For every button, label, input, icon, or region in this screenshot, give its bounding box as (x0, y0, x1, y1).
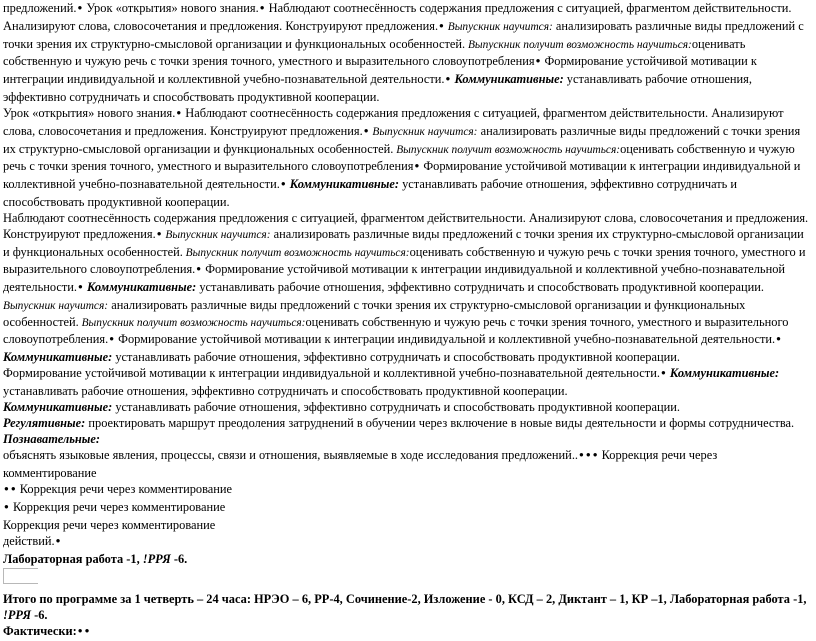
bold-italic-label: !РРЯ (142, 552, 171, 566)
bullet-icon (775, 332, 782, 346)
bullet-icon (77, 624, 84, 638)
fact-summary (3, 623, 812, 641)
italic-label: Выпускник получит возможность научиться: (465, 39, 692, 51)
bold-italic-label: Регулятивные: (3, 416, 86, 430)
bullet-icon (259, 1, 266, 15)
text: Урок «открытия» нового знания. (83, 1, 259, 15)
paragraph-1 (3, 0, 812, 105)
paragraph-12 (3, 517, 812, 533)
italic-label: Выпускник получит возможность научиться: (182, 247, 410, 259)
text: устанавливать рабочие отношения, эффективно сотрудничать и способствовать продуктивной кооперации. (112, 350, 680, 364)
text: Наблюдают соотнесённость содержания предложения с ситуацией, фрагментом действительности. Анализируют слова, словосочетания и предложения. Конструируют предложения. (3, 106, 784, 138)
text: объяснять языковые явления, процессы, связи и отношения, выявляемые в ходе исследования предложений.. (3, 448, 579, 462)
text: предложений. (3, 1, 77, 15)
total-summary (3, 591, 812, 623)
bold-text: Итого по программе за 1 четверть – 24 часа: НРЭО – 6, РР-4, Сочинение-2, Изложение - 0, КСД – 2, Диктант – 1, КР –1, Лабораторная работа -1, (3, 592, 807, 606)
bold-italic-label: Коммуникативные: (666, 366, 780, 380)
paragraph-4 (3, 297, 812, 365)
paragraph-2 (3, 105, 812, 210)
text: оценивать собственную и чужую речь с точки зрения точного, уместного и выразительного словоупотребления. (3, 315, 789, 346)
empty-table-cell (3, 568, 38, 584)
bold-italic-label: Коммуникативные: (3, 350, 113, 364)
bold-text: -6. (31, 608, 48, 622)
bullet-icon (156, 227, 163, 241)
text: оценивать собственную и чужую речь с точки зрения точного, уместного и выразительного словоупотребления. (3, 245, 806, 276)
text: Наблюдают соотнесённость содержания предложения с ситуацией, фрагментом действительности. Анализируют слова, словосочетания и предложения. Конструируют предложения. (3, 1, 792, 33)
bullet-icon (10, 482, 17, 496)
text: устанавливать рабочие отношения, эффективно сотрудничать и способствовать продуктивной кооперации. (3, 384, 568, 398)
bullet-icon (55, 534, 62, 548)
text: устанавливать рабочие отношения, эффективно сотрудничать и способствовать продуктивной кооперации. (112, 400, 680, 414)
bold-italic-label: Познавательные: (3, 432, 101, 446)
text: Урок «открытия» нового знания. (3, 106, 176, 120)
paragraph-6 (3, 399, 812, 415)
bullet-icon (438, 19, 445, 33)
bold-text: Лабораторная работа -1, (3, 552, 143, 566)
paragraph-8 (3, 431, 812, 447)
italic-label: Выпускник научится: (162, 229, 271, 241)
bold-text: -6. (170, 552, 188, 566)
text: Формирование устойчивой мотивации к интеграции индивидуальной и коллективной учебно-познавательной деятельности. (115, 332, 776, 346)
paragraph-11 (3, 499, 812, 517)
italic-label: Выпускник научится: (444, 21, 553, 33)
bold-text: Фактически: (3, 624, 77, 638)
paragraph-9 (3, 447, 812, 481)
paragraph-10 (3, 481, 812, 499)
empty-table-cell-row (3, 567, 812, 583)
text: Формирование устойчивой мотивации к интеграции индивидуальной и коллективной учебно-познавательной деятельности. (3, 159, 801, 191)
bullet-icon (280, 177, 287, 191)
bullet-icon (578, 448, 585, 462)
bullet-icon (585, 448, 592, 462)
text: Коррекция речи через комментирование (9, 500, 226, 514)
italic-label: Выпускник научится: (369, 126, 478, 138)
lab-summary (3, 551, 812, 567)
text: Коррекция речи через комментирование (3, 448, 718, 480)
paragraph-5 (3, 365, 812, 399)
paragraph-7 (3, 415, 812, 431)
text: оценивать собственную и чужую речь с точки зрения точного, уместного и выразительного словоупотребления (3, 142, 795, 173)
paragraph-13 (3, 533, 812, 551)
paragraph-3 (3, 210, 812, 297)
text: Наблюдают соотнесённость содержания предложения с ситуацией, фрагментом действительности. Анализируют слова, словосочетания и предложения. Конструируют предложения. (3, 211, 809, 241)
text: Формирование устойчивой мотивации к интеграции индивидуальной и коллективной учебно-познавательной деятельности. (3, 366, 660, 380)
text: действий. (3, 534, 55, 548)
bullet-icon (3, 500, 10, 514)
text: анализировать различные виды предложений с точки зрения их структурно-смысловой организации и функциональных особенностей. (3, 124, 801, 156)
text: проектировать маршрут преодоления затруднений в обучении через включение в новые виды деятельности и формы сотрудничества. (85, 416, 795, 430)
text: Коррекция речи через комментирование (16, 482, 233, 496)
text: устанавливать рабочие отношения, эффективно сотрудничать и способствовать продуктивной кооперации. (3, 177, 738, 209)
italic-label: Выпускник получит возможность научиться: (393, 144, 621, 156)
bullet-icon (3, 482, 10, 496)
text: анализировать различные виды предложений с точки зрения их структурно-смысловой организации и функциональных особенностей. (3, 298, 746, 329)
italic-label: Выпускник получит возможность научиться: (78, 317, 306, 329)
bold-italic-label: !РРЯ (3, 608, 31, 622)
spacer (3, 583, 812, 591)
bullet-icon (592, 448, 599, 462)
text: оценивать собственную и чужую речь с точки зрения точного, уместного и выразительного словоупотребления (3, 37, 746, 68)
text: Формирование устойчивой мотивации к интеграции индивидуальной и коллективной учебно-познавательной деятельности. (3, 54, 757, 86)
text: устанавливать рабочие отношения, эффективно сотрудничать и способствовать продуктивной кооперации. (196, 280, 764, 294)
bold-italic-label: Коммуникативные: (451, 72, 564, 86)
bold-italic-label: Коммуникативные: (83, 280, 197, 294)
text: анализировать различные виды предложений с точки зрения их структурно-смысловой организации и функциональных особенностей. (3, 19, 804, 51)
text: Формирование устойчивой мотивации к интеграции индивидуальной и коллективной учебно-познавательной деятельности. (3, 262, 786, 294)
text: устанавливать рабочие отношения, эффективно сотрудничать и способствовать продуктивной кооперации. (3, 72, 752, 104)
bullet-icon (77, 280, 84, 294)
bullet-icon (660, 366, 667, 380)
bullet-icon (363, 124, 370, 138)
bold-italic-label: Коммуникативные: (286, 177, 400, 191)
bullet-icon (84, 624, 91, 638)
italic-label: Выпускник научится: (3, 300, 109, 312)
text: Коррекция речи через комментирование (3, 518, 216, 532)
text: анализировать различные виды предложений с точки зрения их структурно-смысловой организации и функциональных особенностей. (3, 227, 804, 259)
bold-italic-label: Коммуникативные: (3, 400, 113, 414)
